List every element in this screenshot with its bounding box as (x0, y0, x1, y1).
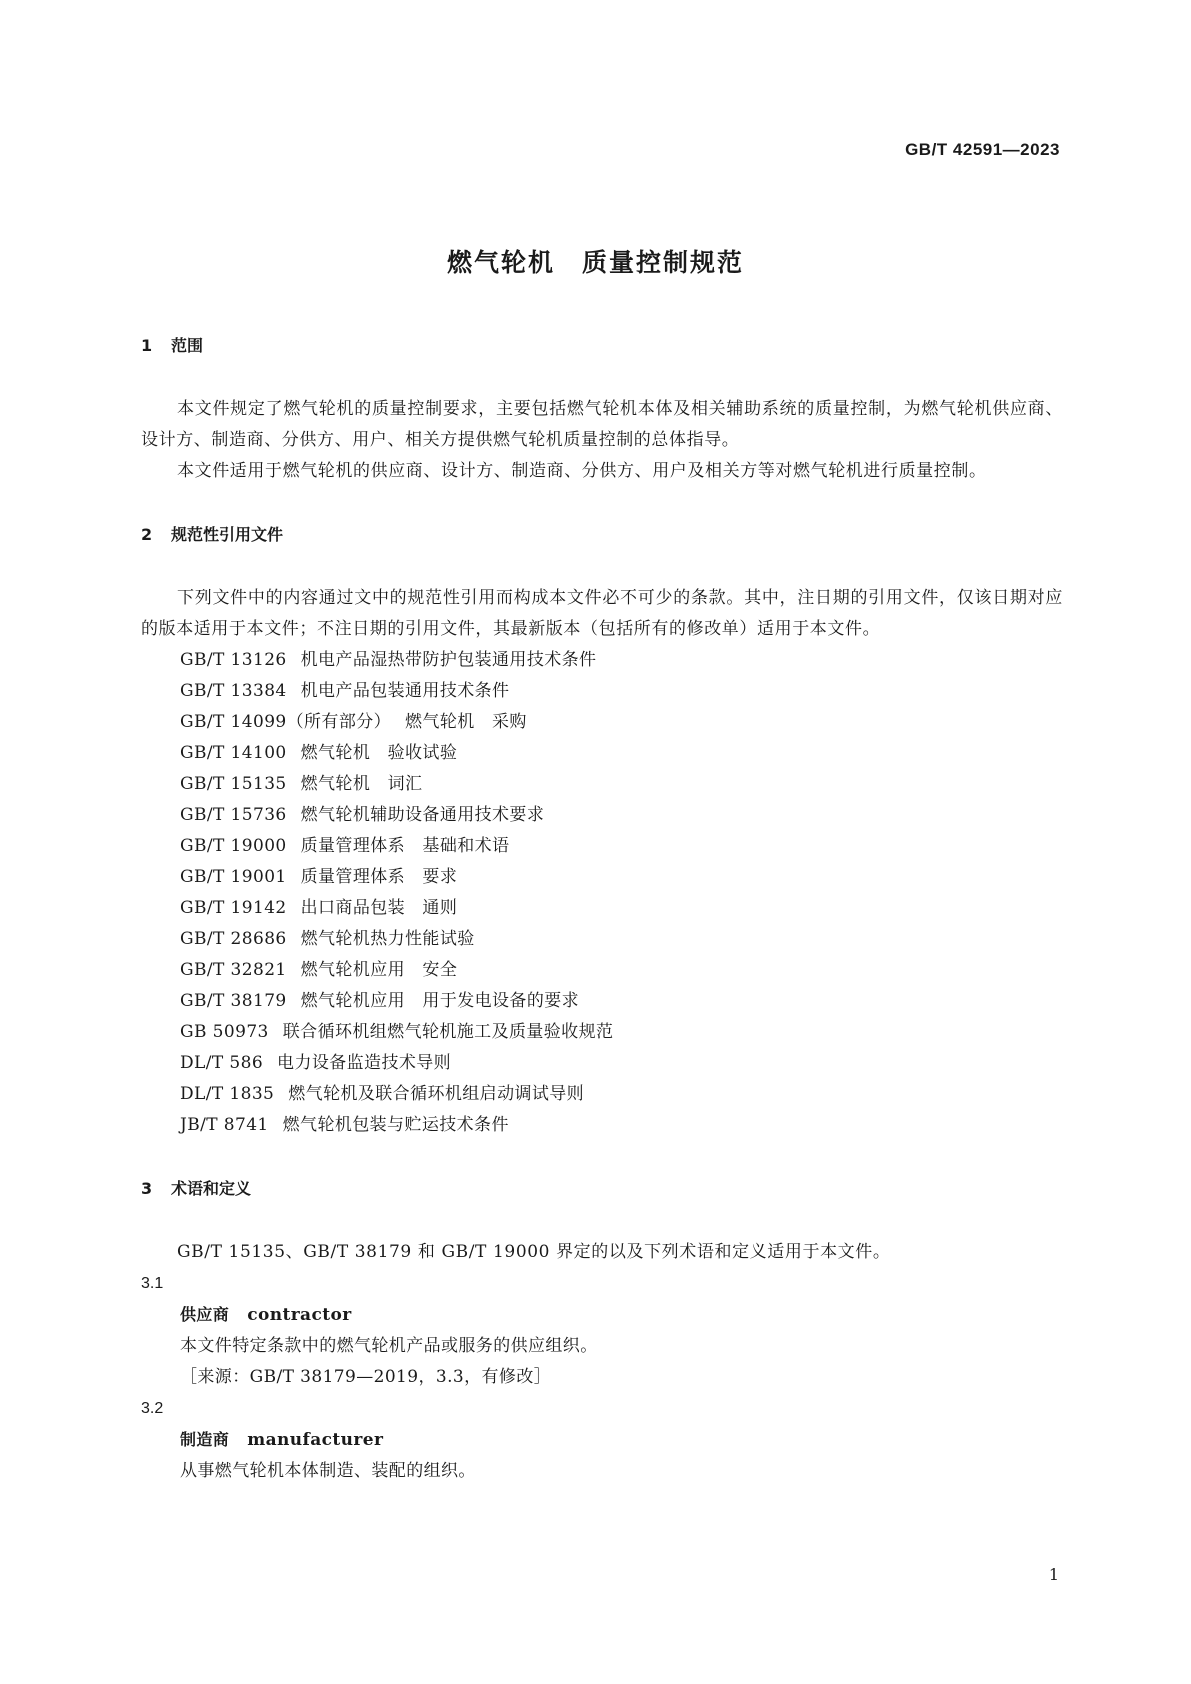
reference-item (141, 924, 1063, 955)
reference-title: 燃气轮机辅助设备通用技术要求 (300, 805, 545, 825)
section-title: 规范性引用文件 (171, 525, 284, 544)
document-id: GB/T 42591—2023 (905, 140, 1060, 159)
reference-title: 燃气轮机应用 用于发电设备的要求 (300, 991, 580, 1011)
reference-item (141, 893, 1063, 924)
paragraph: 下列文件中的内容通过文中的规范性引用而构成本文件必不可少的条款。其中，注日期的引用文件，仅该日期对应的版本适用于本文件；不注日期的引用文件，其最新版本（包括所有的修改单）适用于本文件。 (141, 588, 1063, 639)
reference-item (141, 831, 1063, 862)
reference-item (141, 676, 1063, 707)
reference-item (141, 1110, 1063, 1141)
reference-code: GB/T 19000 (180, 836, 287, 856)
reference-title: 联合循环机组燃气轮机施工及质量验收规范 (282, 1022, 614, 1042)
section-number: 2 (141, 525, 153, 544)
reference-title: 燃气轮机热力性能试验 (300, 929, 475, 949)
reference-title: 电力设备监造技术导则 (277, 1053, 452, 1073)
reference-code: DL/T 1835 (180, 1084, 275, 1104)
page-number: 1 (1048, 1565, 1059, 1584)
reference-item (141, 769, 1063, 800)
term-name-en: manufacturer (247, 1430, 384, 1450)
reference-code: GB/T 15736 (180, 805, 287, 825)
term-definition: 本文件特定条款中的燃气轮机产品或服务的供应组织。 (180, 1336, 598, 1356)
reference-code: GB/T 15135 (180, 774, 287, 794)
section-number: 3 (141, 1179, 153, 1198)
reference-code: GB/T 32821 (180, 960, 287, 980)
reference-item (141, 738, 1063, 769)
reference-title: 燃气轮机 词汇 (300, 774, 423, 794)
reference-code: GB/T 28686 (180, 929, 287, 949)
reference-code: GB/T 19001 (180, 867, 287, 887)
section-number: 1 (141, 336, 153, 355)
reference-item (141, 1017, 1063, 1048)
reference-item (141, 862, 1063, 893)
reference-title: 出口商品包装 通则 (300, 898, 458, 918)
reference-title: 燃气轮机包装与贮运技术条件 (282, 1115, 509, 1135)
reference-title: 质量管理体系 要求 (300, 867, 458, 887)
reference-code: GB/T 13126 (180, 650, 287, 670)
reference-list (141, 645, 1063, 1141)
term-name-zh: 供应商 (180, 1305, 230, 1324)
reference-code: GB/T 13384 (180, 681, 287, 701)
section-2-heading (141, 523, 1063, 547)
document-title: 燃气轮机 质量控制规范 (446, 248, 744, 277)
term-3-2 (141, 1393, 1063, 1487)
term-heading (141, 1424, 1063, 1456)
term-name-zh: 制造商 (180, 1430, 230, 1449)
reference-item (141, 986, 1063, 1017)
reference-code: GB/T 19142 (180, 898, 287, 918)
reference-code: GB/T 14099（所有部分） (180, 712, 392, 732)
reference-title: 质量管理体系 基础和术语 (300, 836, 510, 856)
reference-code: GB 50973 (180, 1022, 269, 1042)
reference-item (141, 1079, 1063, 1110)
reference-code: DL/T 586 (180, 1053, 264, 1073)
section-1-body (141, 394, 1063, 487)
section-title: 范围 (171, 336, 204, 355)
reference-item (141, 645, 1063, 676)
reference-title: 燃气轮机 采购 (405, 712, 527, 732)
section-1-heading (141, 334, 1063, 358)
reference-title: 燃气轮机 验收试验 (300, 743, 458, 763)
section-3-heading (141, 1177, 1063, 1201)
term-heading (141, 1299, 1063, 1331)
reference-title: 燃气轮机应用 安全 (300, 960, 458, 980)
term-name-en: contractor (247, 1305, 352, 1325)
term-number: 3.1 (141, 1275, 164, 1292)
paragraph: 本文件适用于燃气轮机的供应商、设计方、制造商、分供方、用户及相关方等对燃气轮机进行质量控制。 (177, 461, 987, 481)
reference-title: 燃气轮机及联合循环机组启动调试导则 (288, 1084, 585, 1104)
document-body (141, 334, 1063, 1487)
reference-title: 机电产品湿热带防护包装通用技术条件 (300, 650, 597, 670)
term-source: ［来源：GB/T 38179—2019，3.3，有修改］ (180, 1367, 552, 1387)
paragraph: GB/T 15135、GB/T 38179 和 GB/T 19000 界定的以及下列术语和定义适用于本文件。 (177, 1242, 891, 1262)
reference-item (141, 1048, 1063, 1079)
reference-item (141, 955, 1063, 986)
reference-code: GB/T 14100 (180, 743, 287, 763)
section-title: 术语和定义 (171, 1179, 252, 1198)
reference-title: 机电产品包装通用技术条件 (300, 681, 510, 701)
term-3-1 (141, 1268, 1063, 1393)
reference-code: GB/T 38179 (180, 991, 287, 1011)
reference-item (141, 800, 1063, 831)
term-number: 3.2 (141, 1400, 164, 1417)
reference-item (141, 707, 1063, 738)
term-definition: 从事燃气轮机本体制造、装配的组织。 (180, 1461, 476, 1481)
reference-code: JB/T 8741 (180, 1115, 269, 1135)
paragraph: 本文件规定了燃气轮机的质量控制要求，主要包括燃气轮机本体及相关辅助系统的质量控制，为燃气轮机供应商、设计方、制造商、分供方、用户、相关方提供燃气轮机质量控制的总体指导。 (141, 399, 1063, 450)
